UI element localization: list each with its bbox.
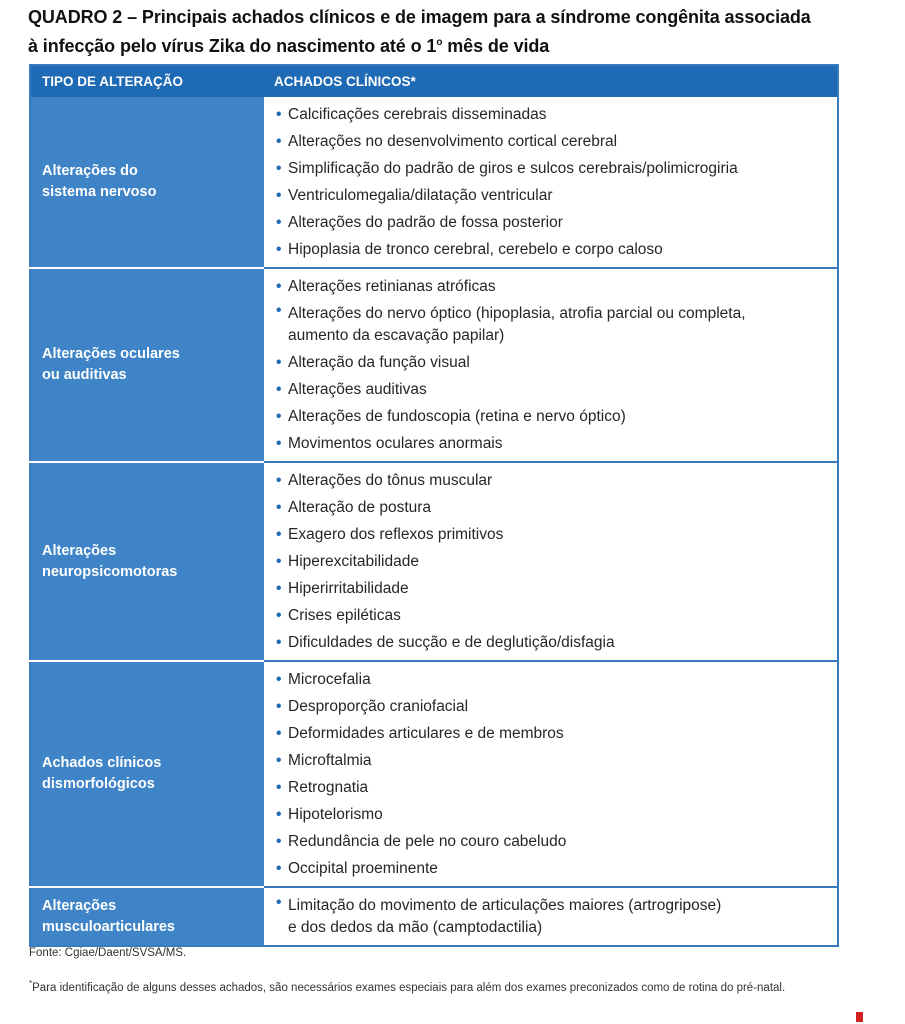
table-header-row xyxy=(30,65,838,97)
finding-item xyxy=(276,155,827,182)
finding-item xyxy=(276,236,827,263)
finding-text: Alterações no desenvolvimento cortical cerebral xyxy=(288,133,618,150)
finding-item xyxy=(276,376,827,403)
bullet-icon: • xyxy=(276,381,282,398)
finding-item xyxy=(276,300,827,349)
bullet-icon: • xyxy=(276,472,282,489)
bullet-icon: • xyxy=(276,526,282,543)
category-cell: Achados clínicos dismorfológicos xyxy=(30,661,264,887)
finding-item xyxy=(276,720,827,747)
footnote xyxy=(29,974,849,998)
bullet-icon: • xyxy=(276,779,282,796)
finding-text: Retrognatia xyxy=(288,779,369,796)
footnote-text: Para identificação de alguns desses achados, são necessários exames especiais para além dos exames preconizados como de rotina do pré-natal. xyxy=(32,981,786,994)
findings-list xyxy=(276,101,827,263)
bullet-icon: • xyxy=(276,752,282,769)
finding-text: Microftalmia xyxy=(288,752,372,769)
finding-text: Hiperexcitabilidade xyxy=(288,553,419,570)
finding-item xyxy=(276,548,827,575)
title-line-2 xyxy=(28,30,888,59)
title-line-2-suffix: mês de vida xyxy=(442,36,550,56)
finding-item xyxy=(276,273,827,300)
findings-list xyxy=(276,666,827,882)
finding-item xyxy=(276,602,827,629)
findings-cell xyxy=(264,97,838,268)
table-body xyxy=(30,97,838,946)
finding-item xyxy=(276,801,827,828)
table-row xyxy=(30,462,838,661)
findings-list xyxy=(276,467,827,656)
finding-item xyxy=(276,521,827,548)
table-row xyxy=(30,887,838,946)
finding-item xyxy=(276,467,827,494)
source-note: Fonte: Cgiae/Daent/SVSA/MS. xyxy=(29,947,187,959)
finding-item xyxy=(276,575,827,602)
finding-text: Alterações do tônus muscular xyxy=(288,472,493,489)
finding-text: Crises epiléticas xyxy=(288,607,401,624)
bullet-icon: • xyxy=(276,894,282,911)
finding-item xyxy=(276,892,827,941)
finding-text: Exagero dos reflexos primitivos xyxy=(288,526,504,543)
bullet-icon: • xyxy=(276,725,282,742)
bullet-icon: • xyxy=(276,580,282,597)
finding-item xyxy=(276,693,827,720)
title-ordinal-sup: o xyxy=(436,37,443,48)
finding-text: Simplificação do padrão de giros e sulcos cerebrais/polimicrogiria xyxy=(288,160,738,177)
finding-item xyxy=(276,629,827,656)
bullet-icon: • xyxy=(276,833,282,850)
finding-text: Hiperirritabilidade xyxy=(288,580,409,597)
finding-item xyxy=(276,182,827,209)
bullet-icon: • xyxy=(276,302,282,319)
table-row xyxy=(30,268,838,462)
bullet-icon: • xyxy=(276,671,282,688)
bullet-icon: • xyxy=(276,241,282,258)
bullet-icon: • xyxy=(276,354,282,371)
bullet-icon: • xyxy=(276,499,282,516)
finding-text: Calcificações cerebrais disseminadas xyxy=(288,106,547,123)
category-cell: Alterações musculoarticulares xyxy=(30,887,264,946)
bullet-icon: • xyxy=(276,106,282,123)
findings-cell xyxy=(264,268,838,462)
finding-text: Occipital proeminente xyxy=(288,860,438,877)
finding-text: Desproporção craniofacial xyxy=(288,698,469,715)
title-line-2-prefix: à infecção pelo vírus Zika do nascimento até o 1 xyxy=(28,36,437,56)
finding-item xyxy=(276,128,827,155)
bullet-icon: • xyxy=(276,160,282,177)
finding-text: Alteração da função visual xyxy=(288,354,470,371)
bullet-icon: • xyxy=(276,133,282,150)
bullet-icon: • xyxy=(276,860,282,877)
finding-item xyxy=(276,101,827,128)
bullet-icon: • xyxy=(276,435,282,452)
bullet-icon: • xyxy=(276,187,282,204)
findings-table xyxy=(29,64,839,947)
finding-text: Alteração de postura xyxy=(288,499,432,516)
category-cell: Alterações neuropsicomotoras xyxy=(30,462,264,661)
finding-item xyxy=(276,855,827,882)
findings-cell xyxy=(264,462,838,661)
finding-item xyxy=(276,494,827,521)
finding-text: Alterações auditivas xyxy=(288,381,427,398)
bullet-icon: • xyxy=(276,408,282,425)
finding-item xyxy=(276,209,827,236)
footnote-marker: * xyxy=(29,979,33,988)
category-cell: Alterações do sistema nervoso xyxy=(30,97,264,268)
bullet-icon: • xyxy=(276,634,282,651)
bullet-icon: • xyxy=(276,607,282,624)
finding-item xyxy=(276,403,827,430)
findings-list xyxy=(276,892,827,941)
bullet-icon: • xyxy=(276,698,282,715)
finding-text: Limitação do movimento de articulações maiores (artrogripose) e dos dedos da mão (camptodactilia) xyxy=(288,897,722,936)
finding-item xyxy=(276,666,827,693)
title-line-1: QUADRO 2 – Principais achados clínicos e de imagem para a síndrome congênita associada xyxy=(28,7,811,27)
finding-text: Movimentos oculares anormais xyxy=(288,435,503,452)
bullet-icon: • xyxy=(276,278,282,295)
finding-item xyxy=(276,430,827,457)
findings-list xyxy=(276,273,827,457)
finding-text: Alterações do nervo óptico (hipoplasia, atrofia parcial ou completa, aumento da escavação papilar) xyxy=(288,305,746,344)
finding-text: Hipotelorismo xyxy=(288,806,383,823)
finding-text: Ventriculomegalia/dilatação ventricular xyxy=(288,187,553,204)
bullet-icon: • xyxy=(276,806,282,823)
findings-cell xyxy=(264,887,838,946)
finding-item xyxy=(276,828,827,855)
finding-item xyxy=(276,774,827,801)
document-title xyxy=(28,4,888,59)
category-cell: Alterações oculares ou auditivas xyxy=(30,268,264,462)
findings-cell xyxy=(264,661,838,887)
table-row xyxy=(30,661,838,887)
finding-text: Microcefalia xyxy=(288,671,371,688)
finding-text: Alterações retinianas atróficas xyxy=(288,278,496,295)
finding-text: Alterações de fundoscopia (retina e nervo óptico) xyxy=(288,408,626,425)
finding-item xyxy=(276,349,827,376)
finding-text: Alterações do padrão de fossa posterior xyxy=(288,214,563,231)
bullet-icon: • xyxy=(276,553,282,570)
bullet-icon: • xyxy=(276,214,282,231)
finding-text: Hipoplasia de tronco cerebral, cerebelo e corpo caloso xyxy=(288,241,663,258)
finding-item xyxy=(276,747,827,774)
finding-text: Dificuldades de sucção e de deglutição/disfagia xyxy=(288,634,615,651)
header-tipo-alteracao: TIPO DE ALTERAÇÃO xyxy=(30,65,264,97)
corner-mark xyxy=(856,1012,863,1022)
finding-text: Redundância de pele no couro cabeludo xyxy=(288,833,567,850)
finding-text: Deformidades articulares e de membros xyxy=(288,725,564,742)
header-achados-clinicos: ACHADOS CLÍNICOS* xyxy=(264,65,838,97)
table-row xyxy=(30,97,838,268)
